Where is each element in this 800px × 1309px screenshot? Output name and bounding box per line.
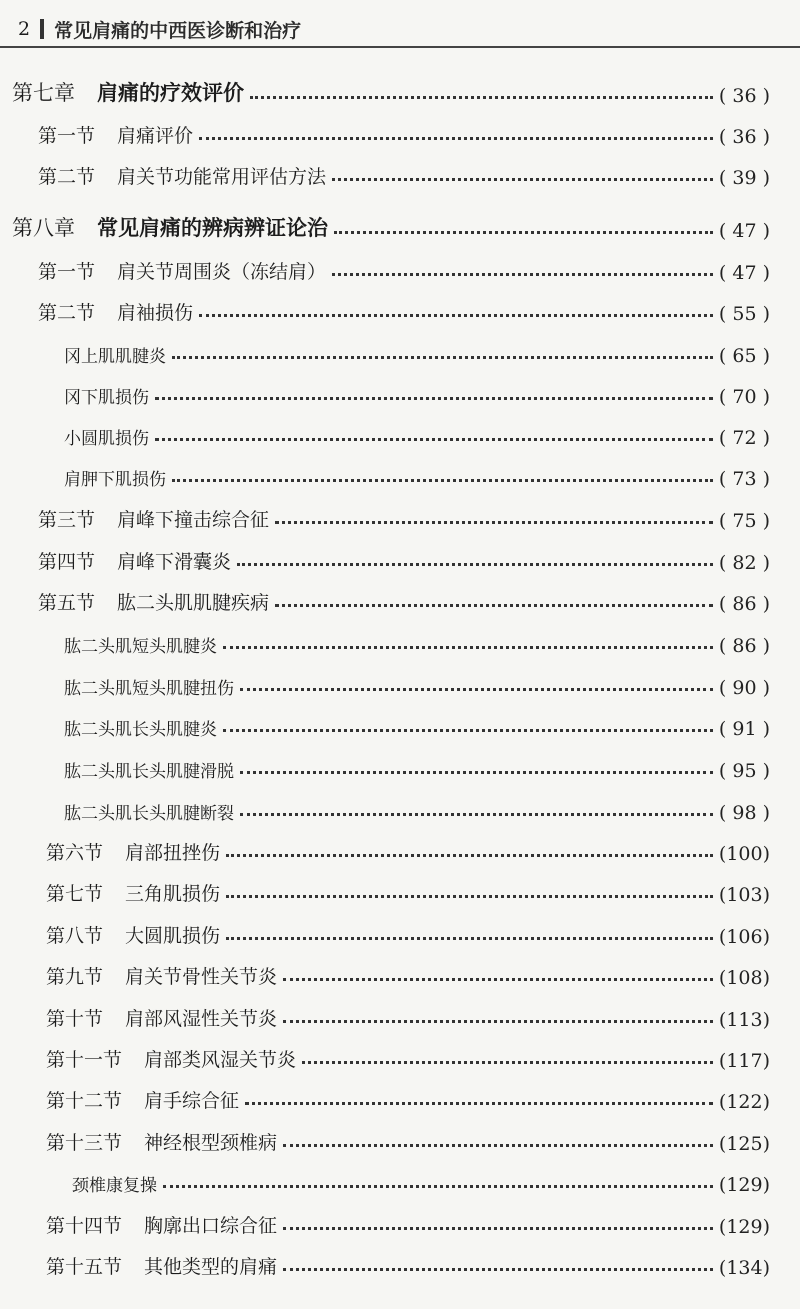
leader-dots	[332, 178, 713, 181]
toc-subsection-row	[0, 748, 800, 782]
toc-section-row	[0, 955, 800, 989]
leader-dots	[172, 356, 713, 359]
leader-dots	[250, 96, 713, 99]
leader-dots	[223, 729, 713, 732]
toc-page-number: ( 86 )	[718, 593, 770, 615]
toc-page-number: (113)	[718, 1009, 770, 1031]
toc-entry-number: 第十二节	[46, 1090, 123, 1112]
toc-subsection-row	[0, 374, 800, 408]
leader-dots	[332, 273, 713, 276]
toc-page-number: (106)	[718, 926, 770, 948]
leader-dots	[199, 137, 713, 140]
toc-entry-title: 肩痛评价	[117, 125, 194, 147]
toc-entry-label	[64, 632, 223, 657]
toc-entry-number: 第一节	[38, 125, 96, 147]
toc-entry-label	[46, 1086, 245, 1113]
toc-entry-label	[64, 757, 240, 782]
toc-entry-number: 第五节	[38, 592, 96, 614]
toc-entry-label	[64, 465, 172, 490]
toc-section-row	[0, 540, 800, 574]
toc-entry-number: 第十三节	[46, 1132, 123, 1154]
toc-entry-label	[38, 298, 199, 325]
toc-section-row	[0, 291, 800, 325]
toc-entry-title: 肱二头肌肌腱疾病	[117, 592, 270, 614]
page-number: 2	[18, 18, 31, 40]
toc-section-row	[0, 1245, 800, 1279]
header-bar	[40, 19, 44, 39]
toc-section-row	[0, 581, 800, 615]
leader-dots	[240, 813, 713, 816]
toc-entry-number: 第十五节	[46, 1256, 123, 1278]
toc-page-number: ( 36 )	[718, 85, 770, 107]
leader-dots	[275, 521, 713, 524]
toc-entry-title: 三角肌损伤	[125, 883, 221, 905]
toc-section-row	[0, 498, 800, 532]
leader-dots	[237, 563, 713, 566]
toc-entry-label	[72, 1171, 163, 1196]
toc-subsection-row	[0, 415, 800, 449]
leader-dots	[283, 1144, 713, 1147]
toc-entry-label	[64, 674, 240, 699]
toc-entry-title: 肩部风湿性关节炎	[125, 1008, 278, 1030]
toc-section-row	[0, 1204, 800, 1238]
toc-page-number: ( 98 )	[718, 802, 770, 824]
toc-entry-label	[64, 715, 223, 740]
toc-section-row	[0, 250, 800, 284]
toc-entry-number: 第四节	[38, 551, 96, 573]
toc-entry-label	[38, 257, 332, 284]
toc-entry-title: 肱二头肌长头肌腱炎	[64, 720, 217, 740]
toc-section-row	[0, 1079, 800, 1113]
leader-dots	[155, 438, 713, 441]
toc-page-number: ( 73 )	[718, 468, 770, 490]
toc-entry-label	[64, 342, 172, 367]
toc-entry-title: 小圆肌损伤	[64, 429, 149, 449]
toc-entry-label	[46, 1128, 283, 1155]
leader-dots	[155, 397, 713, 400]
toc-section-row	[0, 1121, 800, 1155]
toc-entry-number: 第一节	[38, 261, 96, 283]
toc-entry-title: 大圆肌损伤	[125, 925, 221, 947]
toc-entry-title: 肩手综合征	[144, 1090, 240, 1112]
toc-entry-label	[46, 1045, 302, 1072]
toc-page-number: (108)	[718, 967, 770, 989]
toc-entry-title: 肩痛的疗效评价	[97, 81, 244, 105]
leader-dots	[199, 314, 713, 317]
toc-entry-label	[12, 77, 250, 107]
leader-dots	[226, 895, 713, 898]
toc-section-row	[0, 872, 800, 906]
toc-entry-title: 其他类型的肩痛	[144, 1256, 278, 1278]
toc-page-number: (129)	[718, 1216, 770, 1238]
toc-entry-number: 第九节	[46, 966, 104, 988]
toc-entry-label	[46, 879, 226, 906]
toc-page-number: (134)	[718, 1257, 770, 1279]
book-title: 常见肩痛的中西医诊断和治疗	[54, 19, 302, 42]
toc-page-number: ( 47 )	[718, 262, 770, 284]
toc-entry-label	[38, 588, 275, 615]
toc-subsection-row	[0, 623, 800, 657]
toc-entry-number: 第六节	[46, 842, 104, 864]
toc-entry-number: 第二节	[38, 166, 96, 188]
toc-entry-number: 第七节	[46, 883, 104, 905]
toc-entry-title: 冈下肌损伤	[64, 388, 149, 408]
leader-dots	[223, 646, 713, 649]
toc-chapter-row	[0, 208, 800, 242]
toc-page-number: ( 70 )	[718, 386, 770, 408]
toc-subsection-row	[0, 665, 800, 699]
leader-dots	[240, 688, 713, 691]
toc-entry-number: 第十四节	[46, 1215, 123, 1237]
toc-section-row	[0, 997, 800, 1031]
toc-entry-label	[46, 1211, 283, 1238]
toc-section-row	[0, 1038, 800, 1072]
toc-subsection-row	[0, 706, 800, 740]
toc-entry-label	[64, 424, 155, 449]
toc-page-number: (100)	[718, 843, 770, 865]
toc-entry-title: 颈椎康复操	[72, 1176, 157, 1196]
toc-page-number: (122)	[718, 1091, 770, 1113]
toc-page-number: ( 47 )	[718, 220, 770, 242]
leader-dots	[240, 771, 713, 774]
toc-section-row	[0, 114, 800, 148]
toc-entry-title: 肩胛下肌损伤	[64, 470, 166, 490]
toc-page-number: ( 55 )	[718, 303, 770, 325]
toc-page-number: ( 75 )	[718, 510, 770, 532]
toc-page-number: ( 86 )	[718, 635, 770, 657]
toc-page-number: (129)	[718, 1174, 770, 1196]
leader-dots	[283, 1020, 713, 1023]
toc-entry-label	[46, 962, 283, 989]
toc-entry-title: 肩峰下滑囊炎	[117, 551, 232, 573]
leader-dots	[283, 1268, 713, 1271]
toc-entry-number: 第三节	[38, 509, 96, 531]
toc-entry-label	[38, 505, 275, 532]
toc-entry-label	[38, 547, 237, 574]
toc-section-row	[0, 155, 800, 189]
header-rule	[0, 46, 800, 48]
toc-entry-title: 肩袖损伤	[117, 302, 194, 324]
toc-page-number: ( 90 )	[718, 677, 770, 699]
toc-page-number: ( 91 )	[718, 718, 770, 740]
toc-entry-label	[46, 1004, 283, 1031]
toc-entry-label	[46, 838, 226, 865]
toc-entry-label	[12, 212, 334, 242]
toc-subsection-row	[0, 456, 800, 490]
toc-entry-number: 第八节	[46, 925, 104, 947]
toc-entry-title: 肩关节骨性关节炎	[125, 966, 278, 988]
toc-entry-label	[64, 799, 240, 824]
toc-entry-number: 第十节	[46, 1008, 104, 1030]
toc-entry-title: 肱二头肌长头肌腱滑脱	[64, 762, 234, 782]
toc-page-number: (103)	[718, 884, 770, 906]
leader-dots	[226, 937, 713, 940]
toc-section-row	[0, 831, 800, 865]
toc-entry-label	[46, 921, 226, 948]
toc-page-number: ( 82 )	[718, 552, 770, 574]
toc-chapter-row	[0, 73, 800, 107]
toc-entry-number: 第七章	[12, 81, 75, 105]
toc-entry-title: 肩部类风湿关节炎	[144, 1049, 297, 1071]
toc-entry-number: 第二节	[38, 302, 96, 324]
toc-entry-title: 神经根型颈椎病	[144, 1132, 278, 1154]
toc-subsection-row	[0, 333, 800, 367]
toc-entry-title: 肱二头肌短头肌腱炎	[64, 637, 217, 657]
toc-entry-label	[38, 121, 199, 148]
toc-entry-title: 常见肩痛的辨病辨证论治	[97, 216, 328, 240]
toc-entry-title: 胸廓出口综合征	[144, 1215, 278, 1237]
leader-dots	[163, 1185, 713, 1188]
leader-dots	[302, 1061, 713, 1064]
toc-entry-label	[38, 162, 332, 189]
toc-entry-title: 肱二头肌短头肌腱扭伤	[64, 679, 234, 699]
toc-entry-number: 第八章	[12, 216, 75, 240]
toc-page-number: (117)	[718, 1050, 770, 1072]
leader-dots	[245, 1102, 713, 1105]
toc-section-row	[0, 914, 800, 948]
leader-dots	[226, 854, 713, 857]
toc-entry-label	[64, 383, 155, 408]
toc-entry-title: 肱二头肌长头肌腱断裂	[64, 804, 234, 824]
toc-entry-label	[46, 1252, 283, 1279]
toc-page-number: ( 39 )	[718, 167, 770, 189]
toc-subsection-row	[0, 1162, 800, 1196]
leader-dots	[283, 978, 713, 981]
leader-dots	[283, 1227, 713, 1230]
toc-entry-number: 第十一节	[46, 1049, 123, 1071]
running-header	[18, 14, 301, 44]
toc-entry-title: 肩部扭挫伤	[125, 842, 221, 864]
leader-dots	[334, 231, 713, 234]
leader-dots	[172, 479, 713, 482]
toc-page-number: ( 36 )	[718, 126, 770, 148]
toc-page-number: (125)	[718, 1133, 770, 1155]
toc-subsection-row	[0, 790, 800, 824]
toc-entry-title: 冈上肌肌腱炎	[64, 347, 166, 367]
toc-page-number: ( 65 )	[718, 345, 770, 367]
toc-entry-title: 肩峰下撞击综合征	[117, 509, 270, 531]
toc-entry-title: 肩关节功能常用评估方法	[117, 166, 327, 188]
toc-page-number: ( 95 )	[718, 760, 770, 782]
toc-page-number: ( 72 )	[718, 427, 770, 449]
toc-entry-title: 肩关节周围炎（冻结肩）	[117, 261, 327, 283]
leader-dots	[275, 604, 713, 607]
